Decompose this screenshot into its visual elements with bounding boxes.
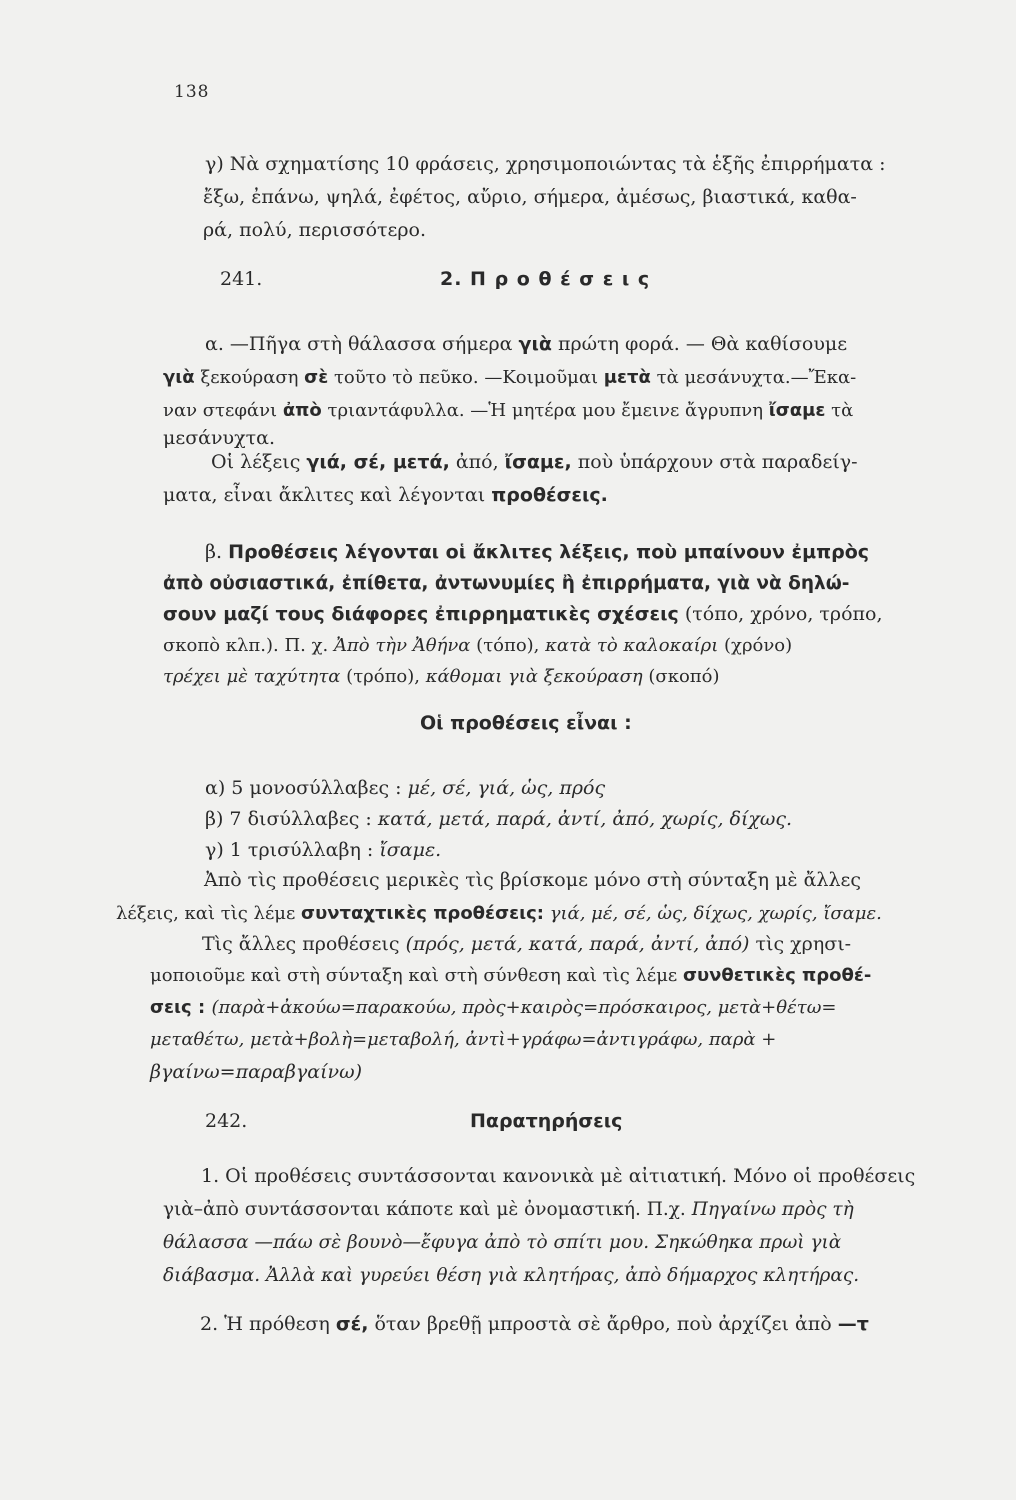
exercise-paragraph (205, 148, 965, 247)
compound-paragraph (150, 928, 970, 1088)
page-number: 138 (174, 82, 210, 102)
compound-line: μεταθέτω, μετὰ+βολὴ=μεταβολή, ἀντὶ+γράφω=ἀντιγράφω, παρὰ + (150, 1029, 777, 1050)
observation-line: διάβασμα. Ἀλλὰ καὶ γυρεύει θέση γιὰ κλητήρας, ἀπὸ δήμαρχος κλητήρας. (163, 1265, 860, 1286)
list-item: β) 7 δισύλλαβες : κατά, μετά, παρά, ἀντί, ἀπό, χωρίς, δίχως. (205, 808, 793, 830)
exercise-line: ἔξω, ἐπάνω, ψηλά, ἐφέτος, αὔριο, σήμερα, ἀμέσως, βιαστικά, καθα- (203, 186, 857, 208)
observation-line: γιὰ–ἀπὸ συντάσσονται κάποτε καὶ μὲ ὀνομαστική. Π.χ. Πηγαίνω πρὸς τὴ (163, 1199, 854, 1220)
list-item: γ) 1 τρισύλλαβη : ἴσαμε. (205, 839, 442, 861)
examples-line: μεσάνυχτα. (163, 427, 275, 449)
compound-line: βγαίνω=παραβγαίνω) (150, 1061, 362, 1083)
rule-paragraph (163, 537, 968, 692)
definition-line: Οἱ λέξεις γιά, σέ, μετά, ἀπό, ἴσαμε, ποὺ ὑπάρχουν στὰ παραδείγ- (211, 451, 858, 473)
examples-line: α. —Πῆγα στὴ θάλασσα σήμερα γιὰ πρώτη φορά. — Θὰ καθίσουμε (205, 333, 848, 355)
examples-line: γιὰ ξεκούραση σὲ τοῦτο τὸ πεῦκο. —Κοιμοῦμαι μετὰ τὰ μεσάνυχτα.—Ἔκα- (163, 367, 857, 388)
compound-line: μοποιοῦμε καὶ στὴ σύνταξη καὶ στὴ σύνθεση καὶ τὶς λέμε συνθετικὲς προθέ- (150, 965, 872, 986)
rule-line: β. Προθέσεις λέγονται οἱ ἄκλιτες λέξεις, ποὺ μπαίνουν ἐμπρὸς (205, 541, 870, 563)
list-item: α) 5 μονοσύλλαβες : μέ, σέ, γιά, ὡς, πρός (205, 777, 606, 799)
definition-line: ματα, εἶναι ἄκλιτες καὶ λέγονται προθέσεις. (163, 484, 608, 506)
subheading-prepositions-are: Οἱ προθέσεις εἶναι : (420, 712, 632, 734)
observation-line: 2. Ἡ πρόθεση σέ, ὅταν βρεθῇ μπροστὰ σὲ ἄρθρο, ποὺ ἀρχίζει ἀπὸ —τ (200, 1313, 869, 1335)
prepositions-list (205, 773, 792, 866)
section-number-241: 241. (220, 268, 263, 290)
rule-line: τρέχει μὲ ταχύτητα (τρόπο), κάθομαι γιὰ ξεκούραση (σκοπό) (163, 666, 720, 687)
section-heading-observations: Παρατηρήσεις (470, 1110, 623, 1132)
observation-line: θάλασσα —πάω σὲ βουνὸ—ἔφυγα ἀπὸ τὸ σπίτι μου. Σηκώθηκα πρωὶ γιὰ (163, 1232, 842, 1253)
compound-line: Τὶς ἄλλες προθέσεις (πρός, μετά, κατά, παρά, ἀντί, ἀπό) τὶς χρησι- (202, 933, 852, 955)
observation-2 (200, 1308, 960, 1341)
syntactic-paragraph (116, 864, 966, 930)
rule-line: σουν μαζί τους διάφορες ἐπιρρηματικὲς σχέσεις (τόπο, χρόνο, τρόπο, (163, 603, 883, 625)
examples-paragraph (163, 328, 968, 449)
exercise-line: γ) Νὰ σχηματίσης 10 φράσεις, χρησιμοποιώντας τὰ ἑξῆς ἐπιρρήματα : (205, 153, 886, 175)
syntactic-line: λέξεις, καὶ τὶς λέμε συνταχτικὲς προθέσεις: γιά, μέ, σέ, ὡς, δίχως, χωρίς, ἴσαμε. (116, 903, 882, 924)
observation-line: 1. Οἱ προθέσεις συντάσσονται κανονικὰ μὲ αἰτιατική. Μόνο οἱ προθέσεις (201, 1165, 916, 1187)
exercise-line: ρά, πολύ, περισσότερο. (203, 219, 427, 241)
compound-line: σεις : (παρὰ+ἀκούω=παρακούω, πρὸς+καιρὸς=πρόσκαιρος, μετὰ+θέτω= (150, 997, 837, 1018)
examples-line: ναν στεφάνι ἀπὸ τριαντάφυλλα. —Ἡ μητέρα μου ἔμεινε ἄγρυπνη ἴσαμε τὰ (163, 400, 854, 421)
rule-line: ἀπὸ οὐσιαστικά, ἐπίθετα, ἀντωνυμίες ἢ ἐπιρρήματα, γιὰ νὰ δηλώ- (163, 573, 850, 594)
section-heading-prepositions: 2. Π ρ ο θ έ σ ε ι ς (440, 268, 651, 290)
definition-paragraph (163, 446, 968, 512)
observation-1 (163, 1160, 968, 1292)
rule-line: σκοπὸ κλπ.). Π. χ. Ἀπὸ τὴν Ἀθήνα (τόπο), κατὰ τὸ καλοκαίρι (χρόνο) (163, 635, 793, 656)
syntactic-line: Ἀπὸ τὶς προθέσεις μερικὲς τὶς βρίσκομε μόνο στὴ σύνταξη μὲ ἄλλες (204, 869, 861, 891)
section-number-242: 242. (205, 1110, 248, 1132)
